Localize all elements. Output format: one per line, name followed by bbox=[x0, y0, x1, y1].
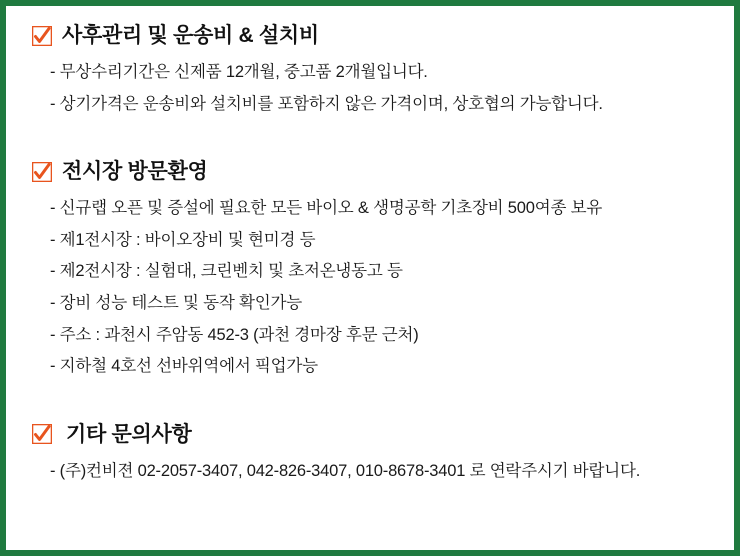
section-showroom-visit bbox=[32, 160, 708, 382]
list-item: - 주소 : 과천시 주암동 452-3 (과천 경마장 후문 근처) bbox=[50, 325, 419, 344]
section-title: 사후관리 및 운송비 & 설치비 bbox=[62, 24, 319, 47]
list-item: - 제1전시장 : 바이오장비 및 현미경 등 bbox=[50, 230, 316, 249]
section-other-inquiries bbox=[32, 423, 708, 488]
section-title: 기타 문의사항 bbox=[66, 422, 192, 446]
list-item: - 상기가격은 운송비와 설치비를 포함하지 않은 가격이며, 상호협의 가능합니다. bbox=[50, 94, 603, 113]
section-spacer bbox=[32, 130, 708, 160]
section-header bbox=[32, 160, 708, 183]
section-after-service bbox=[32, 24, 708, 120]
section-spacer bbox=[32, 393, 708, 423]
section-line-list bbox=[32, 456, 708, 488]
list-item: - 제2전시장 : 실험대, 크린벤치 및 초저온냉동고 등 bbox=[50, 262, 403, 281]
section-line-list bbox=[32, 193, 708, 382]
check-mark-icon bbox=[32, 26, 52, 46]
section-line-list bbox=[32, 57, 708, 120]
check-mark-icon bbox=[32, 162, 52, 182]
list-item: - (주)컨비젼 02-2057-3407, 042-826-3407, 010-8678-3401 로 연락주시기 바랍니다. bbox=[50, 461, 641, 480]
list-item: - 장비 성능 테스트 및 동작 확인가능 bbox=[50, 294, 302, 312]
check-mark-icon bbox=[32, 424, 52, 444]
section-title: 전시장 방문환영 bbox=[62, 160, 208, 184]
list-item: - 신규랩 오픈 및 증설에 필요한 모든 바이오 & 생명공학 기초장비 500여종 보유 bbox=[50, 199, 603, 218]
section-header bbox=[32, 24, 708, 47]
section-header bbox=[32, 423, 708, 446]
list-item: - 무상수리기간은 신제품 12개월, 중고품 2개월입니다. bbox=[50, 63, 428, 82]
list-item: - 지하철 4호선 선바위역에서 픽업가능 bbox=[50, 357, 318, 376]
